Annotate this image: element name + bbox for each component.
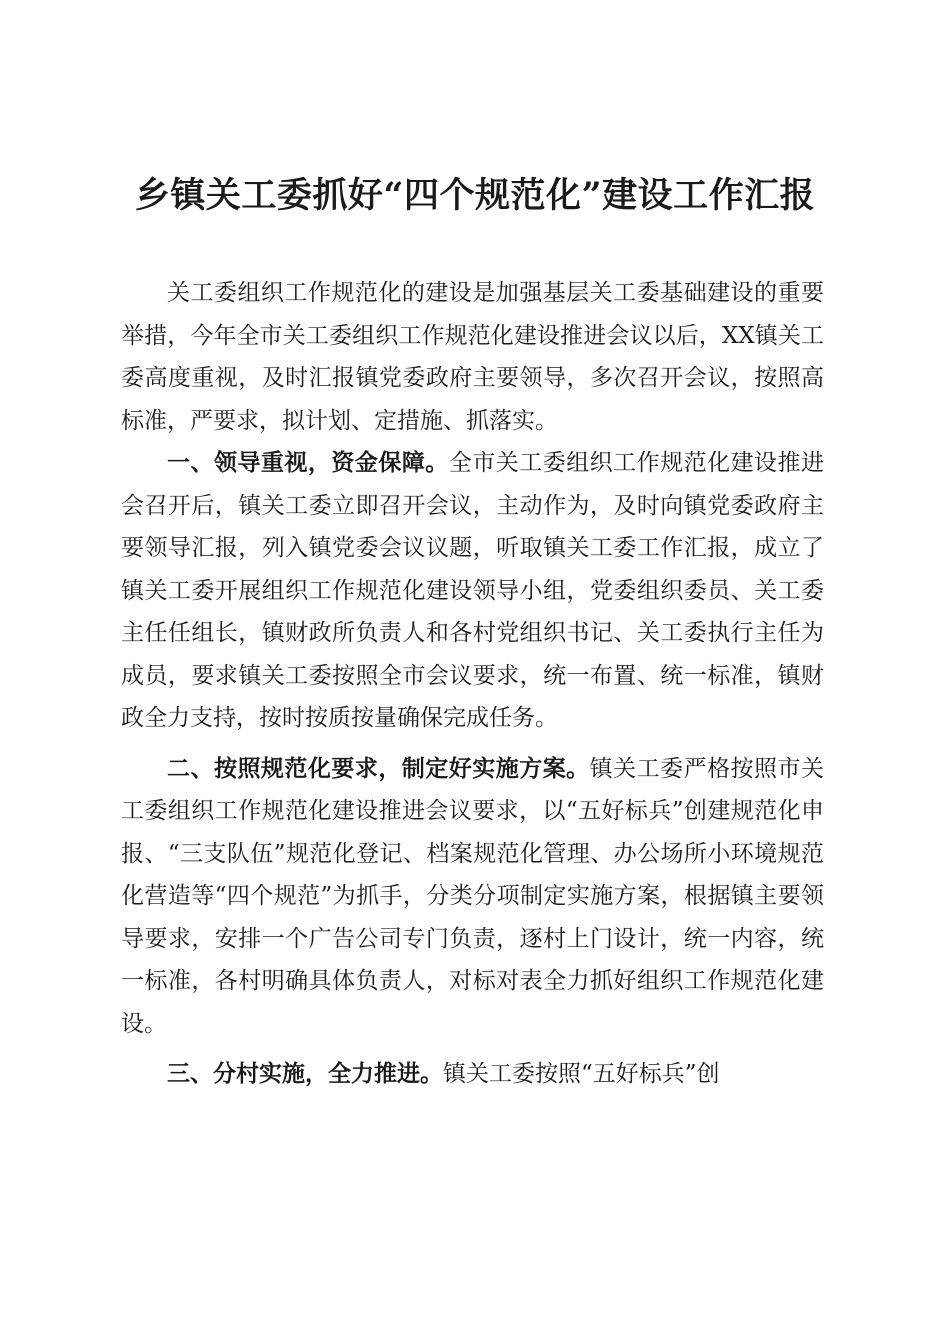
section-1-heading: 一、领导重视，资金保障。 xyxy=(167,450,449,476)
section-2-text: 镇关工委严格按照市关工委组织工作规范化建设推进会议要求，以“五好标兵”创建规范化申报、“三支队伍”规范化登记、档案规范化管理、办公场所小环境规范化营造等“四个规范”为抓手，分类分项制定实施方案，根据镇主要领导要求，安排一个广告公司专门负责，逐村上门设计，统一内容，统一标准，各村明确具体负责人，对标对表全力抓好组织工作规范化建设。 xyxy=(121,755,825,1037)
section-3-text: 镇关工委按照“五好标兵”创 xyxy=(443,1061,720,1087)
intro-paragraph: 关工委组织工作规范化的建设是加强基层关工委基础建设的重要举措，今年全市关工委组织工作规范化建设推进会议以后，XX镇关工委高度重视，及时汇报镇党委政府主要领导，多次召开会议，按照高标准，严要求，拟计划、定措施、抓落实。 xyxy=(121,280,824,434)
section-2-heading: 二、按照规范化要求，制定好实施方案。 xyxy=(167,755,590,782)
document-body xyxy=(121,272,824,1096)
section-1-text: 全市关工委组织工作规范化建设推进会召开后，镇关工委立即召开会议，主动作为，及时向镇党委政府主要领导汇报，列入镇党委会议议题，听取镇关工委工作汇报，成立了镇关工委开展组织工作规范化建设领导小组，党委组织委员、关工委主任任组长，镇财政所负责人和各村党组织书记、关工委执行主任为成员，要求镇关工委按照全市会议要求，统一布置、统一标准，镇财政全力支持，按时按质按量确保完成任务。 xyxy=(121,450,825,731)
section-1-paragraph xyxy=(121,442,824,740)
document-title: 乡镇关工委抓好“四个规范化”建设工作汇报 xyxy=(134,175,816,216)
section-2-paragraph xyxy=(121,748,824,1046)
section-3-paragraph xyxy=(121,1053,824,1096)
section-3-heading: 三、分村实施，全力推进。 xyxy=(167,1061,443,1087)
